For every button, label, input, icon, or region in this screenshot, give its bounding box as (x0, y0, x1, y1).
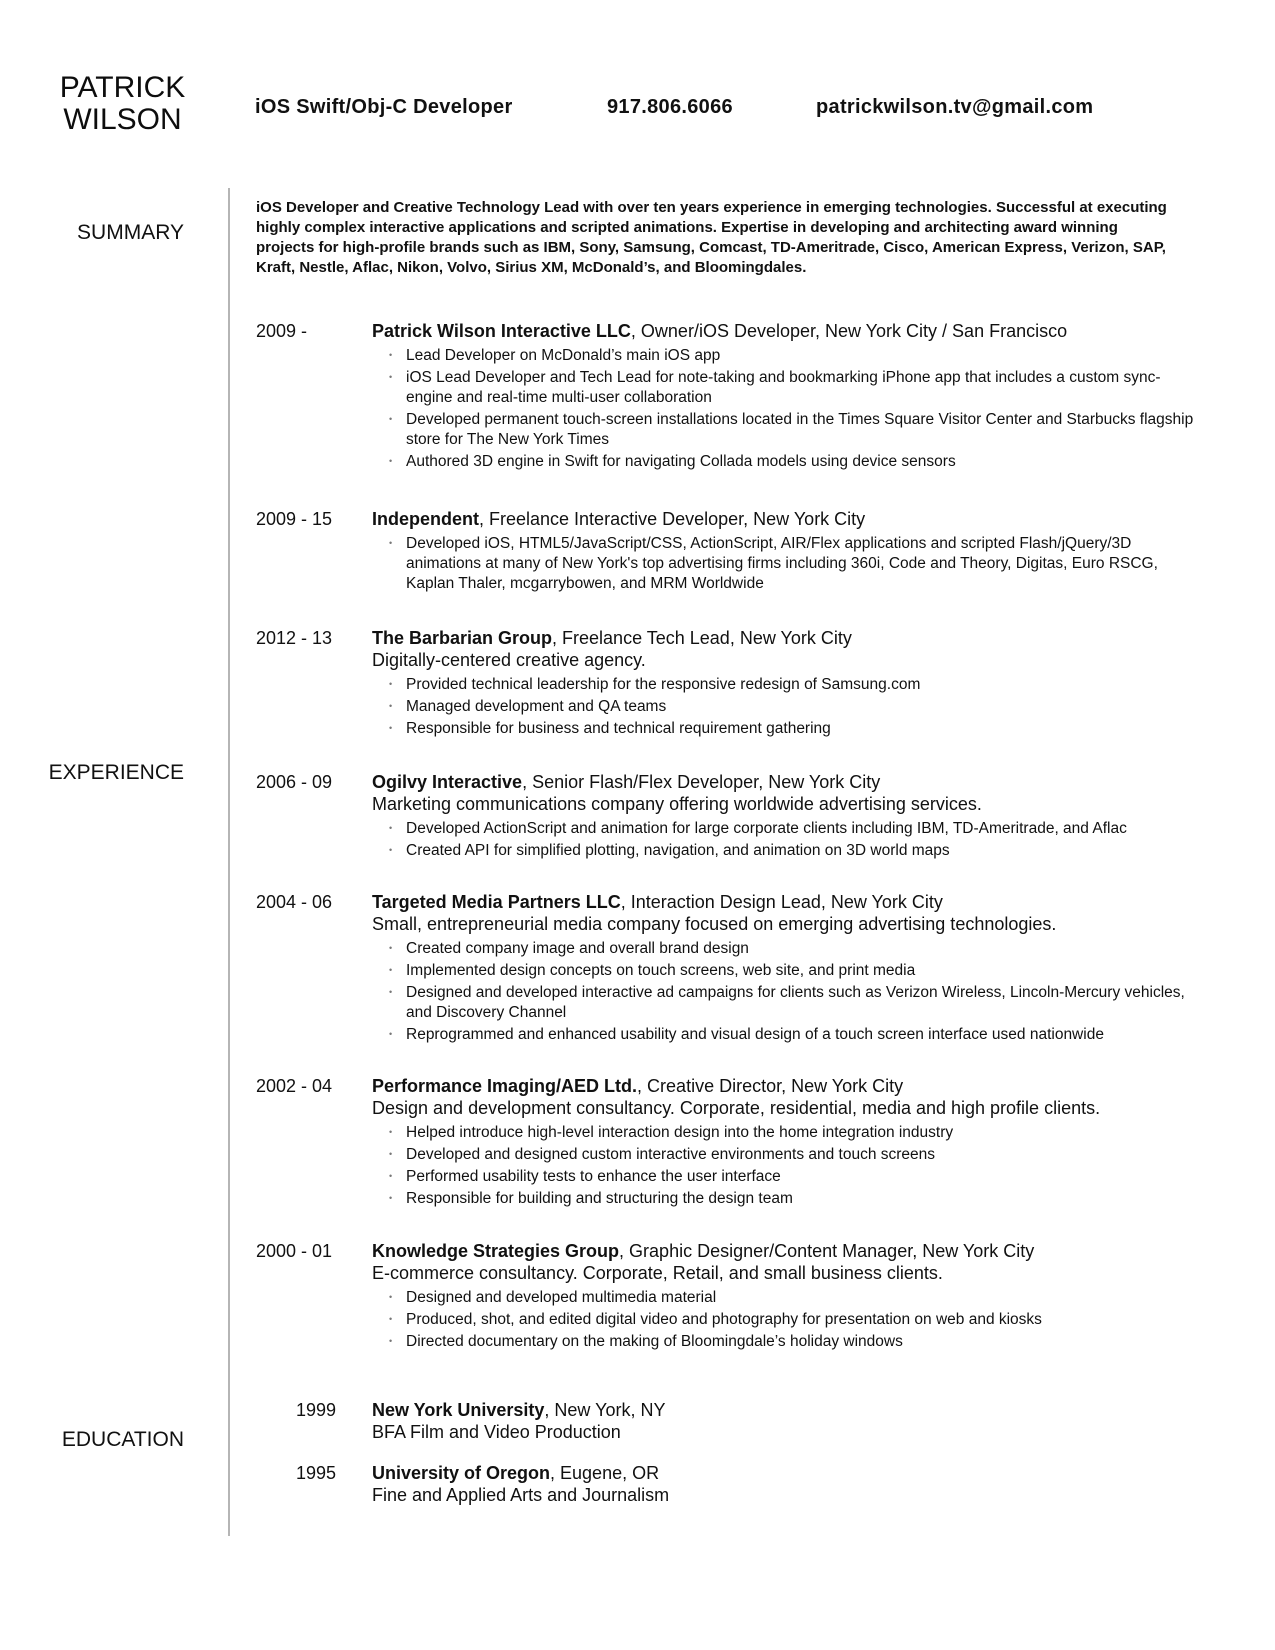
entry-heading (372, 1240, 1206, 1262)
entry-years: 2004 - 06 (256, 892, 333, 912)
list-item: • Reprogrammed and enhanced usability and visual design of a touch screen interface used nationwide (406, 1025, 1206, 1045)
list-item: • Designed and developed multimedia material (406, 1288, 1206, 1308)
list-item: • Produced, shot, and edited digital video and photography for presentation on web and kiosks (406, 1310, 1206, 1330)
section-label-summary: SUMMARY (77, 221, 184, 244)
education-school: New York University (372, 1400, 545, 1420)
entry-role: , Graphic Designer/Content Manager, New York City (619, 1241, 1035, 1261)
entry-description: Small, entrepreneurial media company focused on emerging advertising technologies. (372, 914, 1057, 934)
phone-number: 917.806.6066 (607, 96, 733, 118)
list-item: • Created API for simplified plotting, navigation, and animation on 3D world maps (406, 841, 1206, 861)
education-entry (256, 1462, 1206, 1506)
list-item: • Created company image and overall brand design (406, 939, 1206, 959)
education-degree: BFA Film and Video Production (372, 1422, 621, 1442)
entry-role: , Interaction Design Lead, New York City (620, 892, 943, 912)
list-item: • Managed development and QA teams (406, 697, 1206, 717)
education-location: , New York, NY (544, 1400, 666, 1420)
list-item: • Provided technical leadership for the responsive redesign of Samsung.com (406, 675, 1206, 695)
entry-role: , Creative Director, New York City (637, 1076, 904, 1096)
experience-entry (256, 1075, 1206, 1211)
entry-role: , Senior Flash/Flex Developer, New York City (522, 772, 881, 792)
entry-years: 2012 - 13 (256, 628, 333, 648)
entry-company: Patrick Wilson Interactive LLC (372, 321, 631, 341)
list-item: • Authored 3D engine in Swift for navigating Collada models using device sensors (406, 452, 1206, 472)
education-year: 1999 (295, 1400, 336, 1420)
entry-role: , Freelance Interactive Developer, New York City (479, 509, 866, 529)
entry-company: Knowledge Strategies Group (372, 1241, 620, 1261)
entry-bullets (372, 534, 1206, 594)
education-location: , Eugene, OR (550, 1463, 660, 1483)
education-year: 1995 (295, 1463, 336, 1483)
education-heading (372, 1399, 1206, 1421)
entry-heading (372, 627, 1206, 649)
entry-bullets (372, 675, 1206, 739)
list-item: • Developed ActionScript and animation for large corporate clients including IBM, TD-Ameritrade, and Aflac (406, 819, 1206, 839)
list-item: • Implemented design concepts on touch screens, web site, and print media (406, 961, 1206, 981)
email-address: patrickwilson.tv@gmail.com (816, 96, 1094, 118)
experience-entry (256, 1240, 1206, 1354)
section-label-education: EDUCATION (61, 1428, 184, 1451)
entry-years: 2006 - 09 (256, 772, 333, 792)
list-item: • Responsible for building and structuring the design team (406, 1189, 1206, 1209)
education-school: University of Oregon (372, 1463, 551, 1483)
list-item: • Helped introduce high-level interaction design into the home integration industry (406, 1123, 1206, 1143)
entry-description: Digitally-centered creative agency. (372, 650, 646, 670)
entry-years: 2009 - 15 (256, 509, 333, 529)
list-item: • Directed documentary on the making of Bloomingdale’s holiday windows (406, 1332, 1206, 1352)
education-entry (256, 1399, 1206, 1443)
entry-heading (372, 1075, 1206, 1097)
name-last: WILSON (63, 103, 182, 136)
experience-entry (256, 508, 1206, 596)
entry-company: Targeted Media Partners LLC (372, 892, 621, 912)
entry-company: Independent (372, 509, 479, 529)
entry-bullets (372, 819, 1206, 861)
experience-entry (256, 320, 1206, 474)
list-item: • Responsible for business and technical requirement gathering (406, 719, 1206, 739)
entry-heading (372, 508, 1206, 530)
summary-paragraph: iOS Developer and Creative Technology Lead with over ten years experience in emerging technologies. Successful at executing highly complex interactive applications and scripted animations. Expertise in developing and architecting award winning projects for high-profile brands such as IBM, Sony, Samsung, Comcast, TD-Ameritrade, Cisco, American Express, Verizon, SAP, Kraft, Nestle, Aflac, Nikon, Volvo, Sirius XM, McDonald’s, and Bloomingdales. (256, 199, 1167, 276)
experience-entry (256, 771, 1206, 863)
education-degree: Fine and Applied Arts and Journalism (372, 1485, 670, 1505)
entry-company: The Barbarian Group (372, 628, 553, 648)
entry-role: , Owner/iOS Developer, New York City / San Francisco (630, 321, 1068, 341)
entry-company: Ogilvy Interactive (372, 772, 523, 792)
entry-description: Design and development consultancy. Corporate, residential, media and high profile clients. (372, 1098, 1101, 1118)
entry-bullets (372, 1123, 1206, 1209)
job-title: iOS Swift/Obj-C Developer (255, 96, 513, 118)
list-item: • Developed permanent touch-screen installations located in the Times Square Visitor Center and Starbucks flagship store for The New York Times (406, 410, 1206, 450)
name-first: PATRICK (59, 71, 186, 104)
entry-company: Performance Imaging/AED Ltd. (372, 1076, 638, 1096)
section-label-experience: EXPERIENCE (48, 761, 184, 784)
entry-bullets (372, 1288, 1206, 1352)
list-item: • Lead Developer on McDonald’s main iOS app (406, 346, 1206, 366)
entry-heading (372, 891, 1206, 913)
education-heading (372, 1462, 1206, 1484)
entry-heading (372, 320, 1206, 342)
list-item: • iOS Lead Developer and Tech Lead for note-taking and bookmarking iPhone app that includes a custom sync-engine and real-time multi-user collaboration (406, 368, 1206, 408)
candidate-name (40, 72, 205, 136)
entry-description: E-commerce consultancy. Corporate, Retail, and small business clients. (372, 1263, 943, 1283)
entry-years: 2002 - 04 (256, 1076, 333, 1096)
experience-entry (256, 627, 1206, 741)
entry-years: 2000 - 01 (256, 1241, 333, 1261)
list-item: • Developed iOS, HTML5/JavaScript/CSS, ActionScript, AIR/Flex applications and scripted Flash/jQuery/3D animations at many of New York's top advertising firms including 360i, Code and Theory, Digitas, Euro RSCG, Kaplan Thaler, mcgarrybowen, and MRM Worldwide (406, 534, 1206, 594)
entry-heading (372, 771, 1206, 793)
entry-bullets (372, 939, 1206, 1045)
list-item: • Performed usability tests to enhance the user interface (406, 1167, 1206, 1187)
entry-role: , Freelance Tech Lead, New York City (552, 628, 852, 648)
entry-bullets (372, 346, 1206, 472)
vertical-divider (228, 188, 230, 1536)
experience-entry (256, 891, 1206, 1047)
list-item: • Developed and designed custom interactive environments and touch screens (406, 1145, 1206, 1165)
entry-description: Marketing communications company offering worldwide advertising services. (372, 794, 982, 814)
list-item: • Designed and developed interactive ad campaigns for clients such as Verizon Wireless, Lincoln-Mercury vehicles, and Discovery Channel (406, 983, 1206, 1023)
entry-years: 2009 - (256, 321, 308, 341)
